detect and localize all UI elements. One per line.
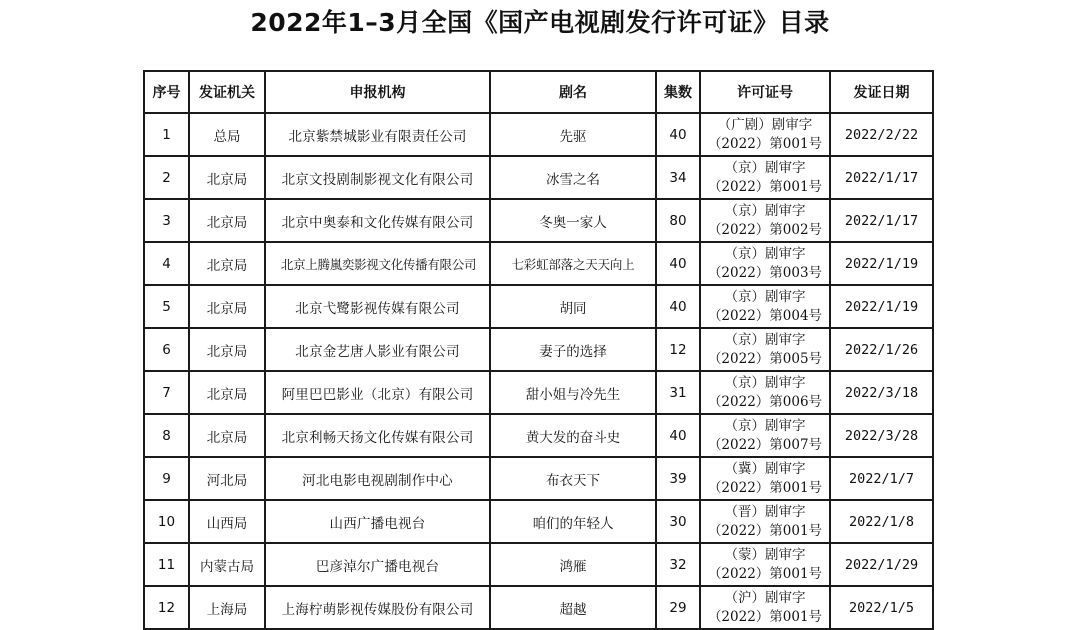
license-line-prefix: （京）剧审字 <box>724 331 806 348</box>
issue-date-cell: 2022/1/8 <box>830 500 933 543</box>
table-row <box>144 156 933 199</box>
episodes-cell: 32 <box>656 543 700 586</box>
episodes-cell: 29 <box>656 586 700 629</box>
issue-date-cell: 2022/1/5 <box>830 586 933 629</box>
license-line-prefix: （沪）剧审字 <box>724 589 806 606</box>
authority-cell: 内蒙古局 <box>189 543 265 586</box>
license-line-prefix: （京）剧审字 <box>724 288 806 305</box>
drama-title-cell: 妻子的选择 <box>490 328 656 371</box>
episodes-cell: 80 <box>656 199 700 242</box>
issue-date-cell: 2022/1/7 <box>830 457 933 500</box>
license-line-number: （2022）第006号 <box>707 393 823 410</box>
authority-cell: 北京局 <box>189 328 265 371</box>
header-serial-no: 序号 <box>144 71 189 113</box>
license-line-number: （2022）第003号 <box>707 264 823 281</box>
authority-cell: 北京局 <box>189 414 265 457</box>
license-line-prefix: （京）剧审字 <box>724 374 806 391</box>
organization-cell: 北京中奥泰和文化传媒有限公司 <box>265 199 490 242</box>
episodes-cell: 31 <box>656 371 700 414</box>
table-row <box>144 586 933 629</box>
table-row <box>144 457 933 500</box>
organization-cell: 阿里巴巴影业（北京）有限公司 <box>265 371 490 414</box>
issue-date-cell: 2022/1/19 <box>830 242 933 285</box>
episodes-cell: 40 <box>656 285 700 328</box>
table-row <box>144 242 933 285</box>
episodes-cell: 34 <box>656 156 700 199</box>
issue-date-cell: 2022/2/22 <box>830 113 933 156</box>
issue-date-cell: 2022/1/29 <box>830 543 933 586</box>
serial-no-cell: 12 <box>144 586 189 629</box>
organization-cell: 巴彦淖尔广播电视台 <box>265 543 490 586</box>
issue-date-cell: 2022/1/17 <box>830 199 933 242</box>
table-row <box>144 500 933 543</box>
issue-date-cell: 2022/3/28 <box>830 414 933 457</box>
license-line-prefix: （蒙）剧审字 <box>724 546 806 563</box>
serial-no-cell: 6 <box>144 328 189 371</box>
table-row <box>144 543 933 586</box>
drama-title-cell: 七彩虹部落之天天向上 <box>490 242 656 285</box>
organization-cell: 北京利畅天扬文化传媒有限公司 <box>265 414 490 457</box>
license-number-cell <box>700 156 830 199</box>
drama-title-cell: 冬奥一家人 <box>490 199 656 242</box>
serial-no-cell: 7 <box>144 371 189 414</box>
serial-no-cell: 4 <box>144 242 189 285</box>
header-license-number: 许可证号 <box>700 71 830 113</box>
license-number-cell <box>700 328 830 371</box>
authority-cell: 河北局 <box>189 457 265 500</box>
license-line-number: （2022）第002号 <box>707 221 823 238</box>
episodes-cell: 40 <box>656 414 700 457</box>
organization-cell: 河北电影电视剧制作中心 <box>265 457 490 500</box>
serial-no-cell: 8 <box>144 414 189 457</box>
serial-no-cell: 1 <box>144 113 189 156</box>
header-applicant-organization: 申报机构 <box>265 71 490 113</box>
organization-cell: 北京紫禁城影业有限责任公司 <box>265 113 490 156</box>
header-issue-date: 发证日期 <box>830 71 933 113</box>
episodes-cell: 39 <box>656 457 700 500</box>
header-issuing-authority: 发证机关 <box>189 71 265 113</box>
license-line-prefix: （广剧）剧审字 <box>717 116 813 133</box>
authority-cell: 北京局 <box>189 371 265 414</box>
license-line-prefix: （京）剧审字 <box>724 245 806 262</box>
drama-title-cell: 黄大发的奋斗史 <box>490 414 656 457</box>
drama-title-cell: 先驱 <box>490 113 656 156</box>
authority-cell: 北京局 <box>189 156 265 199</box>
drama-title-cell: 鸿雁 <box>490 543 656 586</box>
organization-cell: 北京文投剧制影视文化有限公司 <box>265 156 490 199</box>
drama-title-cell: 冰雪之名 <box>490 156 656 199</box>
issue-date-cell: 2022/3/18 <box>830 371 933 414</box>
license-line-number: （2022）第001号 <box>707 135 823 152</box>
license-line-number: （2022）第001号 <box>707 178 823 195</box>
serial-no-cell: 10 <box>144 500 189 543</box>
serial-no-cell: 5 <box>144 285 189 328</box>
license-line-prefix: （京）剧审字 <box>724 417 806 434</box>
episodes-cell: 40 <box>656 113 700 156</box>
table-row <box>144 371 933 414</box>
authority-cell: 北京局 <box>189 242 265 285</box>
license-line-number: （2022）第001号 <box>707 565 823 582</box>
authority-cell: 北京局 <box>189 285 265 328</box>
license-line-number: （2022）第004号 <box>707 307 823 324</box>
serial-no-cell: 9 <box>144 457 189 500</box>
drama-title-cell: 咱们的年轻人 <box>490 500 656 543</box>
authority-cell: 总局 <box>189 113 265 156</box>
license-line-prefix: （冀）剧审字 <box>724 460 806 477</box>
drama-title-cell: 甜小姐与冷先生 <box>490 371 656 414</box>
license-line-prefix: （京）剧审字 <box>724 159 806 176</box>
license-line-number: （2022）第001号 <box>707 608 823 625</box>
table-row <box>144 199 933 242</box>
license-number-cell <box>700 500 830 543</box>
issue-date-cell: 2022/1/17 <box>830 156 933 199</box>
license-number-cell <box>700 414 830 457</box>
license-number-cell <box>700 371 830 414</box>
drama-title-cell: 胡同 <box>490 285 656 328</box>
table-row <box>144 113 933 156</box>
license-line-number: （2022）第005号 <box>707 350 823 367</box>
license-line-number: （2022）第007号 <box>707 436 823 453</box>
serial-no-cell: 2 <box>144 156 189 199</box>
license-number-cell <box>700 543 830 586</box>
authority-cell: 北京局 <box>189 199 265 242</box>
license-number-cell <box>700 285 830 328</box>
authority-cell: 上海局 <box>189 586 265 629</box>
episodes-cell: 40 <box>656 242 700 285</box>
document-title: 2022年1–3月全国《国产电视剧发行许可证》目录 <box>250 8 830 37</box>
license-line-prefix: （晋）剧审字 <box>724 503 806 520</box>
organization-cell: 北京弋鹭影视传媒有限公司 <box>265 285 490 328</box>
episodes-cell: 12 <box>656 328 700 371</box>
license-catalog-table <box>143 70 934 630</box>
organization-cell: 北京金艺唐人影业有限公司 <box>265 328 490 371</box>
organization-cell: 北京上腾嵐奕影视文化传播有限公司 <box>265 242 490 285</box>
drama-title-cell: 超越 <box>490 586 656 629</box>
drama-title-cell: 布衣天下 <box>490 457 656 500</box>
organization-cell: 上海柠萌影视传媒股份有限公司 <box>265 586 490 629</box>
serial-no-cell: 3 <box>144 199 189 242</box>
issue-date-cell: 2022/1/19 <box>830 285 933 328</box>
license-number-cell <box>700 113 830 156</box>
license-number-cell <box>700 199 830 242</box>
authority-cell: 山西局 <box>189 500 265 543</box>
header-drama-title: 剧名 <box>490 71 656 113</box>
header-episode-count: 集数 <box>656 71 700 113</box>
table-row <box>144 328 933 371</box>
license-number-cell <box>700 457 830 500</box>
issue-date-cell: 2022/1/26 <box>830 328 933 371</box>
serial-no-cell: 11 <box>144 543 189 586</box>
license-line-prefix: （京）剧审字 <box>724 202 806 219</box>
license-line-number: （2022）第001号 <box>707 479 823 496</box>
table-row <box>144 414 933 457</box>
license-line-number: （2022）第001号 <box>707 522 823 539</box>
license-number-cell <box>700 242 830 285</box>
table-header-row <box>144 71 933 113</box>
table-row <box>144 285 933 328</box>
license-number-cell <box>700 586 830 629</box>
organization-cell: 山西广播电视台 <box>265 500 490 543</box>
episodes-cell: 30 <box>656 500 700 543</box>
